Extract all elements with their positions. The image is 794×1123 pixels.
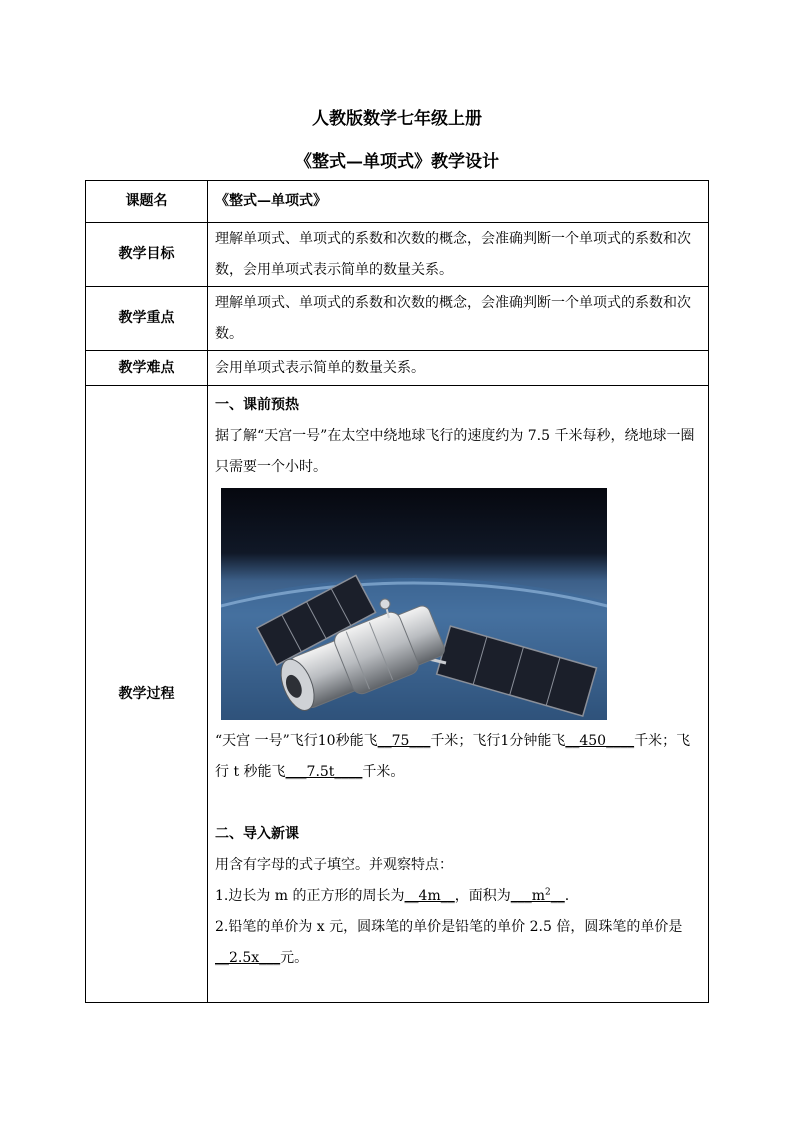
- space-station-image: [221, 488, 607, 720]
- section-warmup-text: 据了解“天宫一号”在太空中绕地球飞行的速度约为 7.5 千米每秒，绕地球一圈只需要一个小时。: [215, 428, 695, 475]
- q1-text-a: “天宫 一号”飞行10秒能飞: [215, 733, 378, 749]
- q1-text-e: 千米；飞行 t 秒能飞: [215, 733, 691, 780]
- row-goal: [86, 223, 709, 287]
- intro-question-2: [215, 912, 701, 974]
- lesson-table: [85, 180, 709, 1003]
- q2-answer-area: $\_\_\_m^2\_\_$: [510, 887, 565, 904]
- value-process: [208, 386, 709, 1003]
- q1-answer-t: ___7.5t____: [285, 764, 363, 780]
- label-goal: 教学目标: [86, 223, 208, 287]
- q1-text-g: 千米。: [362, 764, 405, 780]
- section-intro-text: 用含有字母的式子填空。并观察特点：: [215, 857, 453, 873]
- doc-title: 人教版数学七年级上册: [312, 109, 482, 129]
- q3-text-a: 2.铅笔的单价为 x 元，圆珠笔的单价是铅笔的单价 2.5 倍，圆珠笔的单价是: [215, 919, 683, 935]
- doc-subtitle: 《整式—单项式》教学设计: [295, 152, 499, 172]
- q2-text-f: .: [564, 888, 570, 904]
- q2-text-c: ，面积为: [454, 888, 511, 904]
- label-difficulty: 教学难点: [86, 351, 208, 386]
- value-key: 理解单项式、单项式的系数和次数的概念，会准确判断一个单项式的系数和次数。: [208, 287, 709, 351]
- row-process: [86, 386, 709, 1003]
- row-difficulty: [86, 351, 709, 386]
- q2-answer-perimeter: __4m__: [404, 888, 455, 904]
- warmup-question-1: [215, 726, 701, 788]
- label-process: 教学过程: [86, 386, 208, 1003]
- spacer: [215, 788, 701, 819]
- value-difficulty: 会用单项式表示简单的数量关系。: [208, 351, 709, 386]
- q1-text-c: 千米；飞行1分钟能飞: [430, 733, 566, 749]
- label-key: 教学重点: [86, 287, 208, 351]
- q2-text-a: 1.边长为 m 的正方形的周长为: [215, 888, 405, 904]
- row-topic: [86, 181, 709, 223]
- section-intro-title: 二、导入新课: [215, 826, 299, 842]
- value-topic: 《整式—单项式》: [208, 181, 709, 223]
- q3-text-c: 元。: [280, 950, 309, 966]
- row-key: [86, 287, 709, 351]
- q1-answer-10s: __75___: [377, 733, 431, 749]
- q3-answer-price: __2.5x___: [215, 950, 281, 966]
- label-topic: 课题名: [86, 181, 208, 223]
- q1-answer-1min: __450____: [565, 733, 635, 749]
- intro-question-1: [215, 881, 701, 912]
- value-goal: 理解单项式、单项式的系数和次数的概念，会准确判断一个单项式的系数和次数，会用单项式表示简单的数量关系。: [208, 223, 709, 287]
- section-warmup-title: 一、课前预热: [215, 397, 299, 413]
